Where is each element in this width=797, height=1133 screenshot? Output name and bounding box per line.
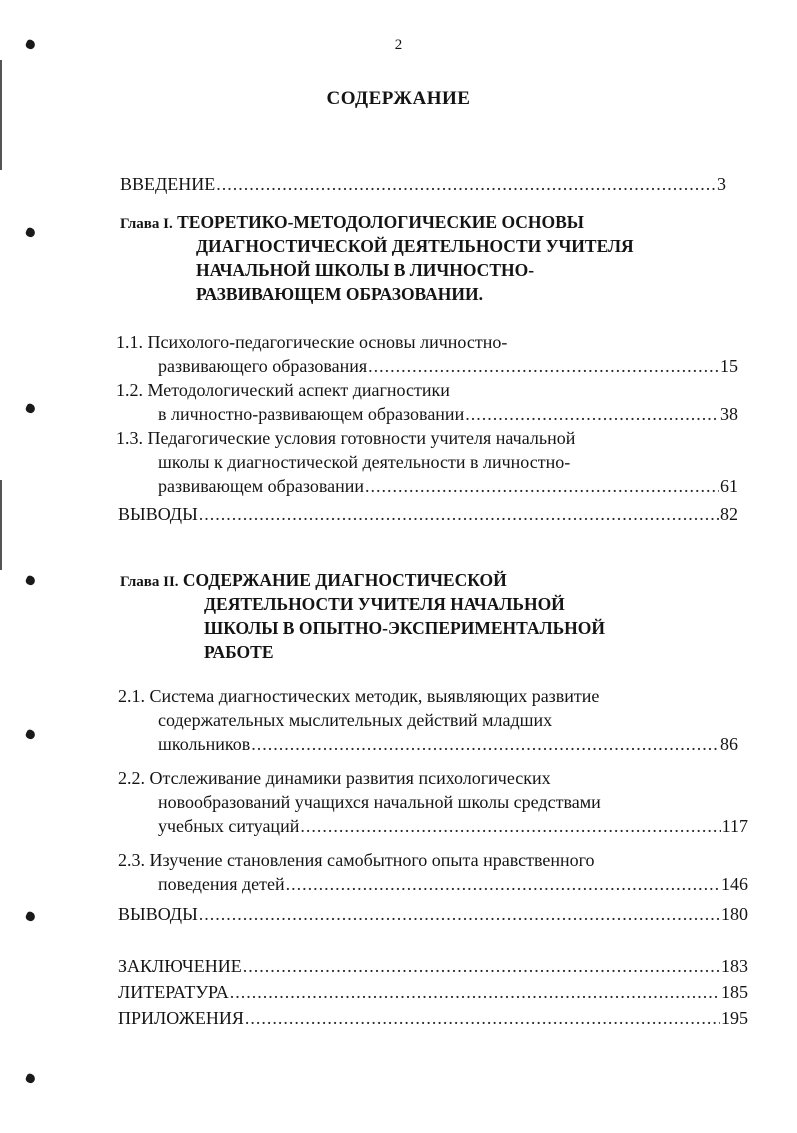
toc-entry-page: 117 xyxy=(721,816,748,836)
toc-entry-label: ЗАКЛЮЧЕНИЕ xyxy=(118,956,242,976)
chapter-heading-1 xyxy=(120,210,584,236)
page-number: 2 xyxy=(394,37,403,53)
leader-dots xyxy=(199,902,720,926)
toc-entry-section-2-3 xyxy=(158,872,748,896)
hole-punch-mark xyxy=(25,911,37,923)
leader-dots xyxy=(300,814,720,838)
toc-entry-literature xyxy=(118,980,748,1004)
leader-dots xyxy=(251,732,719,756)
toc-entry-label: ВЫВОДЫ xyxy=(118,504,198,524)
section-2-1-line: 2.1. Система диагностических методик, выявляющих развитие xyxy=(118,686,600,706)
leader-dots xyxy=(465,402,719,426)
toc-entry-label: в личностно-развивающем образовании xyxy=(158,404,465,424)
chapter-title-line: РАБОТЕ xyxy=(204,642,274,662)
hole-punch-mark xyxy=(25,227,37,239)
toc-entry-label: ВЫВОДЫ xyxy=(118,904,198,924)
toc-entry-label: учебных ситуаций xyxy=(158,816,300,836)
chapter-title-line: РАЗВИВАЮЩЕМ ОБРАЗОВАНИИ. xyxy=(196,284,483,304)
toc-entry-page: 82 xyxy=(720,504,738,524)
toc-entry-label: ПРИЛОЖЕНИЯ xyxy=(118,1008,244,1028)
chapter-title-line: СОДЕРЖАНИЕ ДИАГНОСТИЧЕСКОЙ xyxy=(182,570,507,590)
leader-dots xyxy=(286,872,720,896)
hole-punch-mark xyxy=(25,403,37,415)
left-scan-edge xyxy=(0,480,2,570)
chapter-title-line: ДЕЯТЕЛЬНОСТИ УЧИТЕЛЯ НАЧАЛЬНОЙ xyxy=(204,594,565,614)
toc-entry-page: 86 xyxy=(720,734,738,754)
toc-entry-page: 3 xyxy=(717,174,726,194)
chapter-title-line: ТЕОРЕТИКО-МЕТОДОЛОГИЧЕСКИЕ ОСНОВЫ xyxy=(177,212,584,232)
toc-entry-conclusion xyxy=(118,954,748,978)
left-scan-edge xyxy=(0,60,2,170)
hole-punch-mark xyxy=(25,1073,37,1085)
section-2-1-line: содержательных мыслительных действий младших xyxy=(158,710,553,730)
toc-entry-page: 183 xyxy=(721,956,748,976)
page-title: СОДЕРЖАНИЕ xyxy=(326,88,471,109)
leader-dots xyxy=(245,1006,720,1030)
section-2-2-line: 2.2. Отслеживание динамики развития психологических xyxy=(118,768,551,788)
chapter-heading-2 xyxy=(120,568,507,594)
toc-entry-page: 195 xyxy=(721,1008,748,1028)
toc-entry-section-2-1 xyxy=(158,732,738,756)
toc-entry-conclusions-1 xyxy=(118,502,738,526)
chapter-prefix: Глава I. xyxy=(120,216,173,232)
leader-dots xyxy=(216,172,716,196)
toc-entry-section-1-3 xyxy=(158,474,738,498)
chapter-prefix: Глава II. xyxy=(120,574,179,590)
chapter-title-line: ШКОЛЫ В ОПЫТНО-ЭКСПЕРИМЕНТАЛЬНОЙ xyxy=(204,618,606,638)
hole-punch-mark xyxy=(25,729,37,741)
section-1-2-line: 1.2. Методологический аспект диагностики xyxy=(116,380,450,400)
section-1-1-line: 1.1. Психолого-педагогические основы личностно- xyxy=(116,332,508,352)
toc-entry-appendices xyxy=(118,1006,748,1030)
toc-entry-page: 15 xyxy=(720,356,738,376)
toc-entry-label: ЛИТЕРАТУРА xyxy=(118,982,229,1002)
hole-punch-mark xyxy=(25,575,37,587)
chapter-title-line: НАЧАЛЬНОЙ ШКОЛЫ В ЛИЧНОСТНО- xyxy=(196,260,535,280)
section-1-3-line: школы к диагностической деятельности в личностно- xyxy=(158,452,571,472)
toc-entry-page: 61 xyxy=(720,476,738,496)
toc-entry-section-2-2 xyxy=(158,814,748,838)
toc-entry-section-1-2 xyxy=(158,402,738,426)
toc-entry-label: развивающего образования xyxy=(158,356,368,376)
toc-entry-page: 180 xyxy=(721,904,748,924)
toc-entry-label: развивающем образовании xyxy=(158,476,364,496)
section-1-3-line: 1.3. Педагогические условия готовности учителя начальной xyxy=(116,428,576,448)
toc-entry-introduction xyxy=(120,172,726,196)
toc-entry-conclusions-2 xyxy=(118,902,748,926)
toc-entry-label: ВВЕДЕНИЕ xyxy=(120,174,216,194)
leader-dots xyxy=(243,954,720,978)
section-2-2-line: новообразований учащихся начальной школы средствами xyxy=(158,792,601,812)
leader-dots xyxy=(230,980,720,1004)
leader-dots xyxy=(368,354,719,378)
toc-entry-page: 185 xyxy=(721,982,748,1002)
toc-entry-page: 146 xyxy=(721,874,748,894)
chapter-title-line: ДИАГНОСТИЧЕСКОЙ ДЕЯТЕЛЬНОСТИ УЧИТЕЛЯ xyxy=(196,236,634,256)
leader-dots xyxy=(199,502,719,526)
toc-entry-section-1-1 xyxy=(158,354,738,378)
toc-entry-label: поведения детей xyxy=(158,874,285,894)
toc-entry-label: школьников xyxy=(158,734,251,754)
toc-entry-page: 38 xyxy=(720,404,738,424)
section-2-3-line: 2.3. Изучение становления самобытного опыта нравственного xyxy=(118,850,595,870)
leader-dots xyxy=(365,474,719,498)
